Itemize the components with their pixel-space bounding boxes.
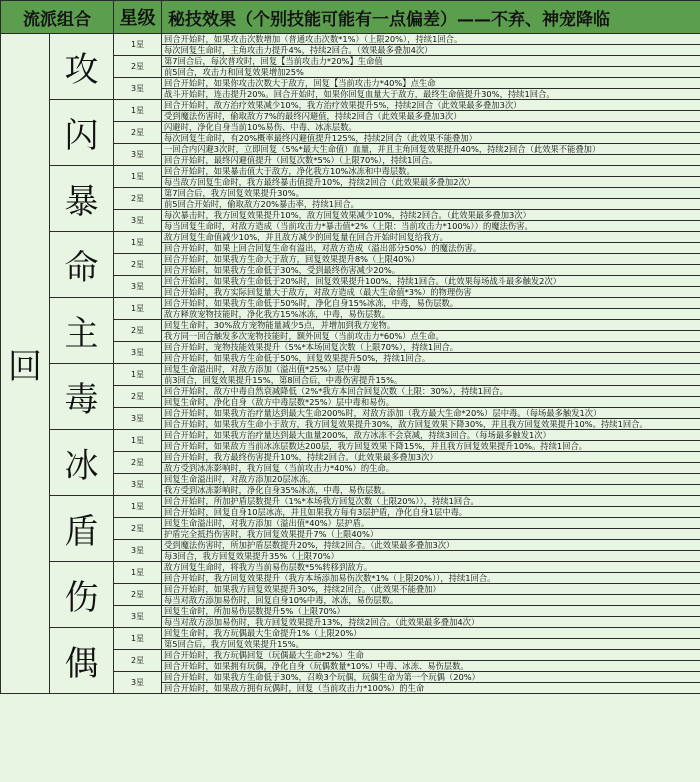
star-level: 2星 <box>114 386 162 408</box>
effect-text: 第5回合后，我方回复效果提升15%。 <box>162 639 700 650</box>
star-level: 1星 <box>114 100 162 122</box>
effect-text: 回合开始时，所加护盾层数提升（1%*本场我方回复次数（上限20%）），持续1回合。 <box>162 496 700 507</box>
star-level: 1星 <box>114 430 162 452</box>
effect-text: 回合开始时，如果我方生命低于50%，回复效果提升50%，持续1回合。 <box>162 353 700 364</box>
faction-label: 回 <box>1 34 50 694</box>
effect-text: 回合开始时，回复自身10层冰冻，并且如果我方每有3层护盾，净化自身1层中毒。 <box>162 507 700 518</box>
effect-text: 回合开始时，敌方中毒自然衰减降低（2%*我方本回合回复次数（上限：30%），持续1回合。 <box>162 386 700 397</box>
effect-text: 前3回合，回复效果提升15%，第8回合后，中毒伤害提升15%。 <box>162 375 700 386</box>
effect-text: 每当敌方回复生命时，我方最终暴击值提升10%，持续2回合（此效果最多叠加2次） <box>162 177 700 188</box>
school-name: 盾 <box>50 496 114 562</box>
school-name: 命 <box>50 232 114 298</box>
effect-text: 每3回合，我方回复效果提升35%（上限70%） <box>162 551 700 562</box>
header-star: 星级 <box>114 1 162 34</box>
effect-text: 回合开始时，我方最终伤害提升10%，持续2回合。（此效果最多叠加3次） <box>162 452 700 463</box>
effect-text: 回合开始时，我方玩偶回复（玩偶最大生命*2%）生命 <box>162 650 700 661</box>
table-row <box>1 166 700 177</box>
effect-text: 回复生命时，所加易伤层数提升5%（上限70%） <box>162 606 700 617</box>
effect-text: 回合开始时，如果我方回复效果提升30%，持续2回合。（此效果不能叠加） <box>162 584 700 595</box>
effect-text: 闪避时，净化自身当前10%易伤、中毒、冰冻层数。 <box>162 122 700 133</box>
star-level: 1星 <box>114 232 162 254</box>
school-name: 主 <box>50 298 114 364</box>
effect-text: 每当对敌方添加易伤时，我方回复效果提升13%，持续2回合。（此效果最多叠加4次） <box>162 617 700 628</box>
effect-text: 每次回复生命时，有20%概率最终闪避值提升125%，持续2回合（此效果不能叠加） <box>162 133 700 144</box>
effect-text: 我方受到冰冻影响时，净化自身35%冰冻，中毒，易伤层数。 <box>162 485 700 496</box>
effect-text: 回合开始时，如果我方治疗量达到最大生命200%时，对敌方添加（我方最大生命*20%）层中毒。（每场最多触发1次） <box>162 408 700 419</box>
star-level: 2星 <box>114 188 162 210</box>
star-level: 2星 <box>114 320 162 342</box>
table-row <box>1 100 700 111</box>
effect-text: 回复生命溢出时，对敌方添加（溢出值*25%）层中毒 <box>162 364 700 375</box>
effect-text: 回合开始时，如果攻击次数增加（普通攻击次数*1%）（上限20%），持续1回合。 <box>162 34 700 45</box>
star-level: 2星 <box>114 56 162 78</box>
star-level: 2星 <box>114 650 162 672</box>
effect-text: 第7回合后，我方回复效果提升30%。 <box>162 188 700 199</box>
table-row <box>1 364 700 375</box>
school-name: 暴 <box>50 166 114 232</box>
effect-text: 回合开始时，如果我方生命低于50%时，净化自身15%冰冻，中毒，易伤层数。 <box>162 298 700 309</box>
effect-text: 受到魔法伤害时，所加护盾层数提升20%，持续2回合。（此效果最多叠加3次） <box>162 540 700 551</box>
star-level: 1星 <box>114 166 162 188</box>
star-level: 2星 <box>114 518 162 540</box>
table-row <box>1 232 700 243</box>
effect-text: 前5回合，攻击力和回复效果增加25% <box>162 67 700 78</box>
star-level: 1星 <box>114 562 162 584</box>
effect-text: 回合开始时，如果暴击值大于敌方，净化我方10%冰冻和中毒层数。 <box>162 166 700 177</box>
effect-text: 回合开始时，如果敌方拥有玩偶时，回复（当前攻击力*100%）的生命 <box>162 683 700 694</box>
table-row <box>1 34 700 45</box>
star-level: 3星 <box>114 342 162 364</box>
effect-text: 回复生命时，我方玩偶最大生命提升1%（上限20%） <box>162 628 700 639</box>
star-level: 1星 <box>114 628 162 650</box>
star-level: 2星 <box>114 452 162 474</box>
star-level: 3星 <box>114 606 162 628</box>
effect-text: 回合开始时，我方回复效果提升（我方本场添加易伤次数*1%（上限20%）），持续1回合。 <box>162 573 700 584</box>
star-level: 3星 <box>114 276 162 298</box>
effect-text: 回合开始时，如果我方生命大于敌方，回复效果提升8%（上限40%） <box>162 254 700 265</box>
star-level: 3星 <box>114 408 162 430</box>
star-level: 1星 <box>114 496 162 518</box>
header-row <box>1 1 700 34</box>
effect-text: 每次回复生命时，主角攻击力提升4%，持续2回合。（效果最多叠加4次） <box>162 45 700 56</box>
effect-text: 回合开始时，如果敌方当前冰冻层数达200层，我方回复效果下降15%，并且我方回复效果提升10%。持续1回合。 <box>162 441 700 452</box>
effect-text: 回合开始时，如果我方治疗量达到最大血量200%，敌方冰冻不会衰减，持续3回合。（每场最多触发1次） <box>162 430 700 441</box>
effect-text: 回复生命溢出时，对我方添加（溢出值*40%）层护盾。 <box>162 518 700 529</box>
star-level: 2星 <box>114 254 162 276</box>
effect-text: 护盾完全抵挡伤害时，我方回复效果提升7%（上限40%） <box>162 529 700 540</box>
school-name: 冰 <box>50 430 114 496</box>
effect-text: 回合开始时，敌方治疗效果减少10%，我方治疗效果提升5%，持续2回合（此效果最多叠加3次） <box>162 100 700 111</box>
effect-text: 敌方回复生命值减少10%，并且敌方减少的回复量在回合开始时回复给我方。 <box>162 232 700 243</box>
table-row <box>1 298 700 309</box>
effect-text: 敌方释放宠物技能时，净化我方15%冰冻，中毒，易伤层数。 <box>162 309 700 320</box>
star-level: 2星 <box>114 584 162 606</box>
effect-text: 回复生命溢出时，对敌方添加20层冰冻。 <box>162 474 700 485</box>
skill-table-body <box>1 34 700 694</box>
star-level: 3星 <box>114 540 162 562</box>
effect-text: 回合开始时，宠物技能效果提升（5%*本场回复次数（上限70%），持续1回合。 <box>162 342 700 353</box>
school-name: 闪 <box>50 100 114 166</box>
effect-text: 回合开始时，如果上回合回复生命有溢出，对敌方造成（溢出部分50%）的魔法伤害。 <box>162 243 700 254</box>
effect-text: 回合开始时，如果我方生命低于30%，召唤3个玩偶，玩偶生命为第一个玩偶（20%） <box>162 672 700 683</box>
star-level: 1星 <box>114 34 162 56</box>
table-row <box>1 628 700 639</box>
table-row <box>1 562 700 573</box>
effect-text: 我方同一回合触发多次宠物技能时，额外回复（当前攻击力*60%）点生命。 <box>162 331 700 342</box>
header-school: 流派组合 <box>1 1 114 34</box>
school-name: 偶 <box>50 628 114 694</box>
effect-text: 回合开始时，如果我方生命低于20%时，回复效果提升100%，持续1回合。（此效果每场战斗最多触发2次） <box>162 276 700 287</box>
star-level: 1星 <box>114 364 162 386</box>
school-name: 毒 <box>50 364 114 430</box>
table-row <box>1 496 700 507</box>
effect-text: 回合开始时，如果拥有玩偶，净化自身（玩偶数量*10%）中毒、冰冻、易伤层数。 <box>162 661 700 672</box>
effect-text: 回复生命时，30%敌方宠物能量减少5点，并增加到我方宠物。 <box>162 320 700 331</box>
effect-text: 一回合内闪避3次时，立即回复（5%*最大生命值）血量，并且主角回复效果提升40%，持续2回合（此效果不能叠加） <box>162 144 700 155</box>
effect-text: 敌方受到冰冻影响时，我方回复（当前攻击力*40%）的生命。 <box>162 463 700 474</box>
star-level: 1星 <box>114 298 162 320</box>
table-row <box>1 430 700 441</box>
star-level: 3星 <box>114 144 162 166</box>
header-effect: 秘技效果（个别技能可能有一点偏差）——不弃、神宠降临 <box>162 1 700 34</box>
school-name: 攻 <box>50 34 114 100</box>
star-level: 3星 <box>114 78 162 100</box>
effect-text: 回合开始时，如果我方生命低于30%，受到最终伤害减少20%。 <box>162 265 700 276</box>
effect-text: 每当对敌方添加易伤时，回复自身10%中毒，冰冻，易伤层数。 <box>162 595 700 606</box>
star-level: 3星 <box>114 474 162 496</box>
effect-text: 回合开始时，我方实际回复量大于敌方，对敌方造成（最大生命值*3%）的物理伤害 <box>162 287 700 298</box>
star-level: 2星 <box>114 122 162 144</box>
effect-text: 回合开始时，如果你攻击次数大于敌方，回复【当前攻击力*40%】点生命 <box>162 78 700 89</box>
effect-text: 每当回复生命时，对敌方造成（当前攻击力*暴击值*2%（上限：当前攻击力*100%））的魔法伤害。 <box>162 221 700 232</box>
star-level: 3星 <box>114 210 162 232</box>
effect-text: 回合开始时，最终闪避值提升（回复次数*5%）（上限70%），持续1回合。 <box>162 155 700 166</box>
effect-text: 回复生命时，净化自身（敌方中毒层数*25%）层中毒和易伤。 <box>162 397 700 408</box>
effect-text: 敌方回复生命时，将我方当前易伤层数*5%转移到敌方。 <box>162 562 700 573</box>
effect-text: 受到魔法伤害时，偷取敌方7%的最终闪避值，持续2回合（此效果最多叠加3次） <box>162 111 700 122</box>
effect-text: 战斗开始时，连击提升20%。回合开始时，如果你回复血量大于敌方，最终生命值提升30%，持续1回合。 <box>162 89 700 100</box>
effect-text: 前5回合开始时，偷取敌方20%暴击率，持续1回合。 <box>162 199 700 210</box>
effect-text: 第7回合后，每次普攻时，回复【当前攻击力*20%】生命值 <box>162 56 700 67</box>
school-name: 伤 <box>50 562 114 628</box>
star-level: 3星 <box>114 672 162 694</box>
effect-text: 回合开始时，如果我方生命小于敌方，我方回复效果提升30%，敌方回复效果下降30%，并且我方回复效果提升10%。持续1回合。 <box>162 419 700 430</box>
effect-text: 每次暴击时，我方回复效果提升10%，敌方回复效果减少10%，持续2回合。（此效果最多叠加3次） <box>162 210 700 221</box>
